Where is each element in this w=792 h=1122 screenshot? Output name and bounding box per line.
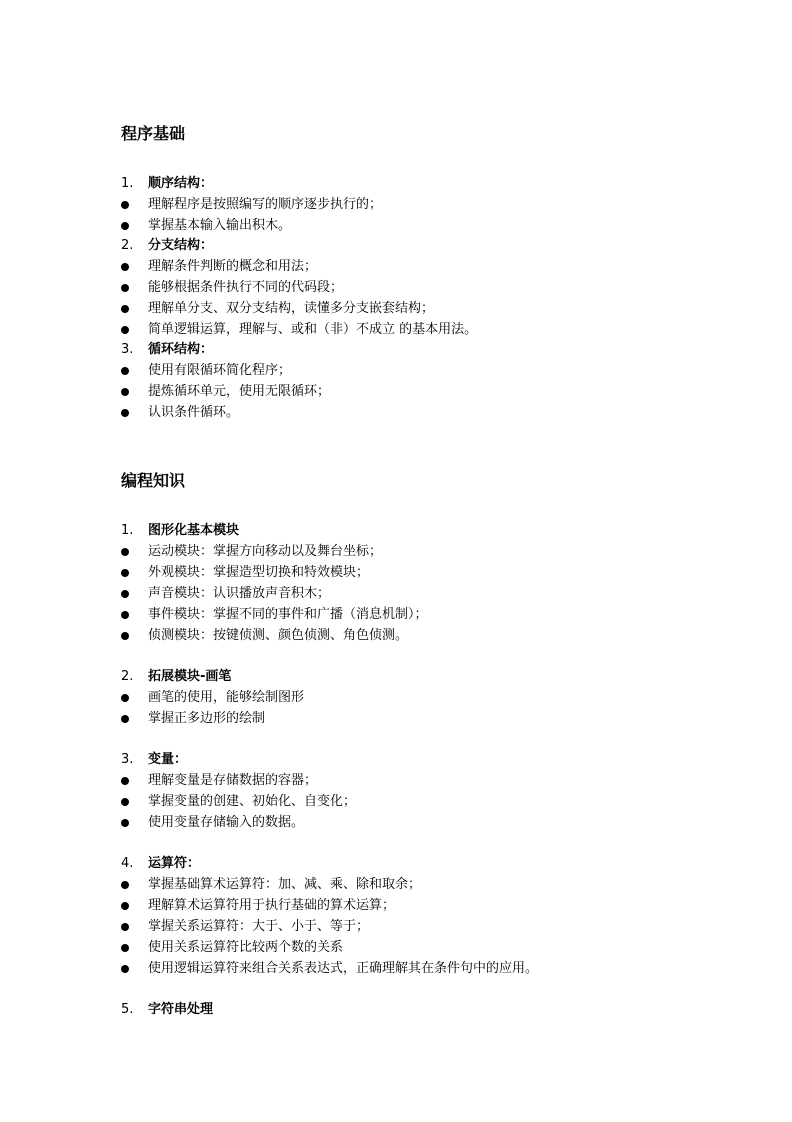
bullet-icon <box>121 388 129 396</box>
list-item-text: 声音模块：认识播放声音积木； <box>148 586 331 601</box>
list-item-text: 使用变量存储输入的数据。 <box>148 815 305 830</box>
subsection-title: 运算符： <box>148 856 201 871</box>
subsection-title: 循环结构： <box>148 342 214 357</box>
bullet-icon <box>121 881 129 889</box>
bullet-icon <box>121 284 129 292</box>
list-item-text: 简单逻辑运算，理解与、或和（非）不成立 的基本用法。 <box>148 322 478 337</box>
list-number: 3. <box>121 752 134 767</box>
list-number: 1. <box>121 176 134 191</box>
list-item-text: 画笔的使用，能够绘制图形 <box>148 690 305 705</box>
list-item-text: 理解算术运算符用于执行基础的算术运算； <box>148 898 396 913</box>
list-number: 5. <box>121 1002 134 1017</box>
list-item-text: 提炼循环单元，使用无限循环； <box>148 384 331 399</box>
list-item-text: 使用逻辑运算符来组合关系表达式，正确理解其在条件句中的应用。 <box>148 961 539 976</box>
bullet-icon <box>121 590 129 598</box>
bullet-icon <box>121 326 129 334</box>
subsection-title: 字符串处理 <box>148 1002 214 1017</box>
subsection-title: 顺序结构： <box>148 176 214 191</box>
bullet-icon <box>121 305 129 313</box>
bullet-icon <box>121 902 129 910</box>
list-number: 1. <box>121 523 134 538</box>
list-item-text: 外观模块：掌握造型切换和特效模块； <box>148 565 370 580</box>
list-item-text: 使用关系运算符比较两个数的关系 <box>148 940 344 955</box>
list-item-text: 掌握关系运算符：大于、小于、等于； <box>148 919 370 934</box>
bullet-icon <box>121 263 129 271</box>
list-item-text: 掌握基本输入输出积木。 <box>148 218 292 233</box>
list-item-text: 理解条件判断的概念和用法； <box>148 259 318 274</box>
list-item-text: 掌握基础算术运算符：加、减、乘、除和取余； <box>148 877 422 892</box>
bullet-icon <box>121 923 129 931</box>
bullet-icon <box>121 222 129 230</box>
bullet-icon <box>121 819 129 827</box>
list-item-text: 能够根据条件执行不同的代码段； <box>148 280 344 295</box>
bullet-icon <box>121 777 129 785</box>
list-number: 4. <box>121 856 134 871</box>
section-title-programming-knowledge: 编程知识 <box>121 471 186 490</box>
bullet-icon <box>121 201 129 209</box>
list-item-text: 运动模块：掌握方向移动以及舞台坐标； <box>148 544 383 559</box>
bullet-icon <box>121 569 129 577</box>
bullet-icon <box>121 367 129 375</box>
list-item-text: 认识条件循环。 <box>148 405 240 420</box>
subsection-title: 分支结构： <box>148 238 214 253</box>
subsection-title: 拓展模块-画笔 <box>148 669 232 684</box>
bullet-icon <box>121 715 129 723</box>
bullet-icon <box>121 944 129 952</box>
bullet-icon <box>121 409 129 417</box>
list-number: 2. <box>121 669 134 684</box>
subsection-title: 图形化基本模块 <box>148 523 240 538</box>
list-number: 2. <box>121 238 134 253</box>
list-item-text: 事件模块：掌握不同的事件和广播（消息机制）； <box>148 607 428 622</box>
list-item-text: 掌握正多边形的绘制 <box>148 711 266 726</box>
bullet-icon <box>121 694 129 702</box>
list-number: 3. <box>121 342 134 357</box>
bullet-icon <box>121 611 129 619</box>
bullet-icon <box>121 798 129 806</box>
list-item-text: 理解单分支、双分支结构，读懂多分支嵌套结构； <box>148 301 435 316</box>
bullet-icon <box>121 965 129 973</box>
list-item-text: 掌握变量的创建、初始化、自变化； <box>148 794 357 809</box>
subsection-title: 变量： <box>148 752 188 767</box>
list-item-text: 理解程序是按照编写的顺序逐步执行的； <box>148 197 383 212</box>
list-item-text: 理解变量是存储数据的容器； <box>148 773 318 788</box>
list-item-text: 使用有限循环简化程序； <box>148 363 292 378</box>
bullet-icon <box>121 632 129 640</box>
list-item-text: 侦测模块：按键侦测、颜色侦测、角色侦测。 <box>148 628 409 643</box>
bullet-icon <box>121 548 129 556</box>
section-title-program-basics: 程序基础 <box>121 124 186 143</box>
